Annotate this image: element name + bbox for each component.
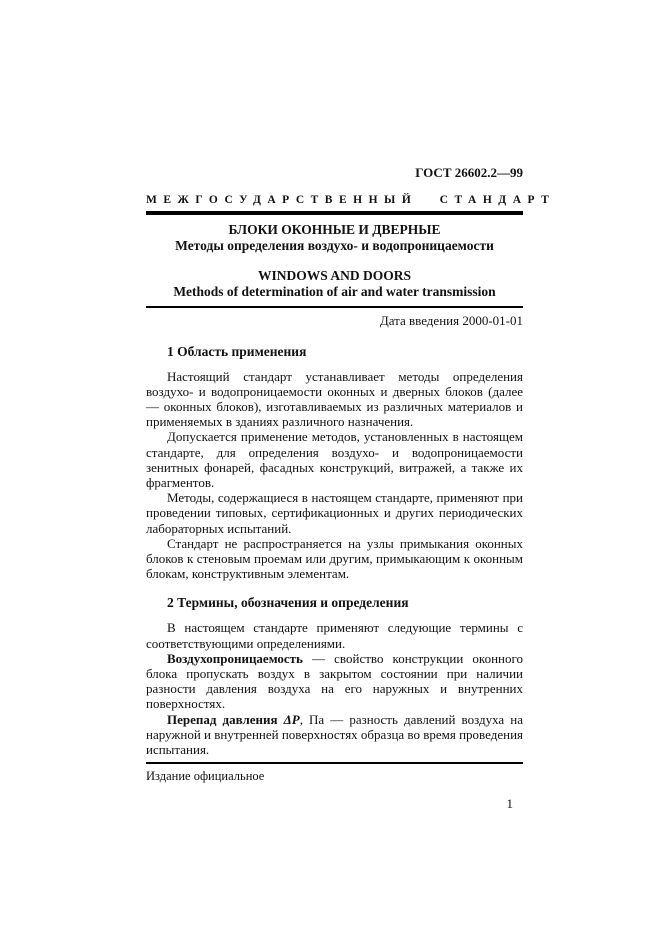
term-definition-text: — свойство конструкции оконного блока пропускать воздух в закрытом состоянии при наличии разности давления воздуха на его наружных и внутренних поверхностях. — [146, 650, 523, 712]
effective-date: Дата введения 2000-01-01 — [379, 312, 523, 328]
document-subtitle-en: Methods of determination of air and water transmission — [173, 283, 496, 299]
term-definition — [146, 712, 523, 758]
standard-number: ГОСТ 26602.2—99 — [415, 165, 523, 180]
page-number: 1 — [506, 795, 513, 811]
section-1-heading: 1 Область применения — [167, 343, 307, 359]
title-block-en — [146, 268, 523, 300]
document-title-en: WINDOWS AND DOORS — [257, 267, 412, 283]
header-rule-thick — [146, 211, 523, 215]
section-1-paragraph: Стандарт не распространяется на узлы примыкания оконных блоков к стеновым проемам или другим, примыкающим к оконным блокам, конструктивным элементам. — [146, 535, 523, 582]
term-name: Перепад давления — [167, 711, 284, 727]
section-2-heading: 2 Термины, обозначения и определения — [167, 595, 409, 611]
section-2-intro: В настоящем стандарте применяют следующие термины с соответствующими определениями. — [146, 620, 523, 651]
edition-note: Издание официальное — [146, 768, 265, 783]
content-column — [146, 0, 556, 812]
term-name: Воздухопроницаемость — [167, 650, 303, 666]
standard-category: МЕЖГОСУДАРСТВЕННЫЙ СТАНДАРТ — [146, 194, 556, 206]
document-title-ru: БЛОКИ ОКОННЫЕ И ДВЕРНЫЕ — [228, 221, 441, 237]
document-subtitle-ru: Методы определения воздухо- и водопроницаемости — [175, 237, 494, 253]
title-rule-thin — [146, 306, 523, 308]
term-definition — [146, 651, 523, 712]
title-block-ru — [146, 222, 523, 254]
section-1-paragraph: Допускается применение методов, установленных в настоящем стандарте, для определения воздухо- и водопроницаемости зенитных фонарей, фасадных конструкций, витражей, а также их фрагментов. — [146, 429, 523, 490]
section-1-paragraph: Методы, содержащиеся в настоящем стандарте, применяют при проведении типовых, сертификационных и других периодических лабораторных испытаний. — [146, 490, 523, 536]
footer-rule — [146, 762, 523, 764]
section-1-paragraph: Настоящий стандарт устанавливает методы определения воздухо- и водопроницаемости оконных и дверных блоков (далее — оконных блоков), изготавливаемых из различных материалов и применяемых в зданиях различного назначения. — [146, 368, 523, 430]
term-symbol: ΔP — [283, 711, 300, 727]
term-definition-text: , Па — разность давлений воздуха на наружной и внутренней поверхностях образца во время проведения испытания. — [146, 711, 524, 757]
